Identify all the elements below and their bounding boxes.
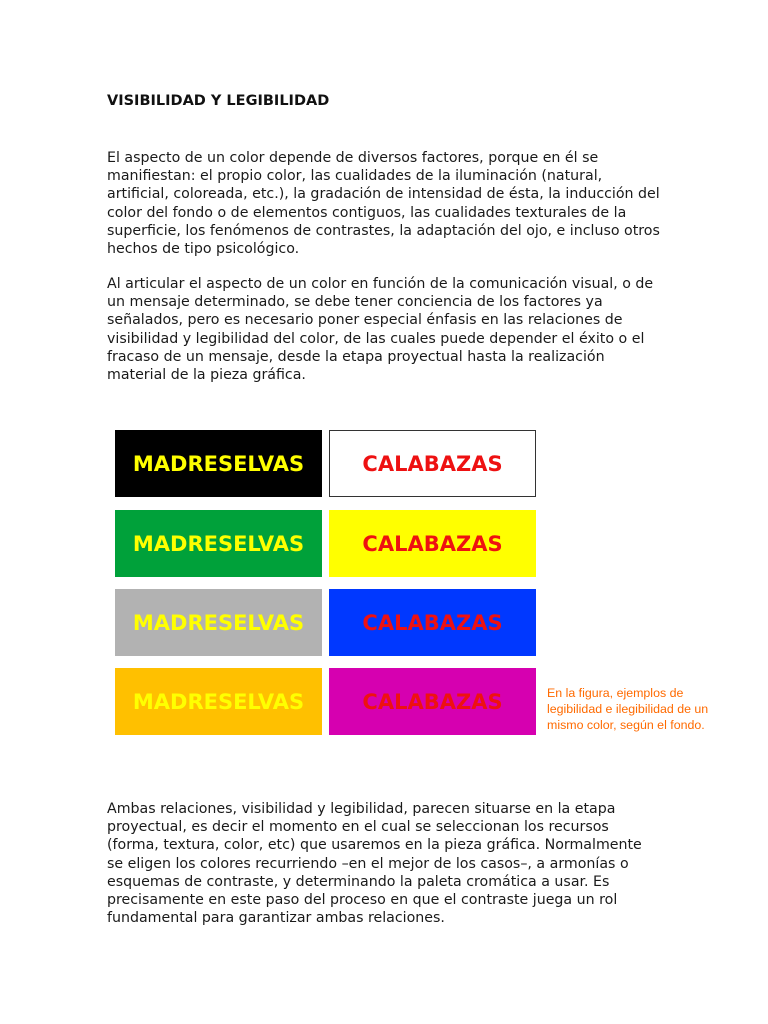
paragraph-3: Ambas relaciones, visibilidad y legibilidad, parecen situarse en la etapa proyectual, es decir el momento en el cual se seleccionan los recursos (forma, textura, color, etc) que usaremos en la pieza gráfica. Normalmente se eligen los colores recurriendo –en el mejor de los casos–, a armonías o esquemas de contraste, y determinando la paleta cromática a usar. Es precisamente en este paso del proceso en que el contraste juega un rol fundamental para garantizar ambas relaciones.	[107, 801, 642, 927]
swatch-calabazas-white: CALABAZAS	[329, 430, 536, 497]
swatch-madreselvas-black: MADRESELVAS	[115, 430, 322, 497]
page-title: VISIBILIDAD Y LEGIBILIDAD	[107, 93, 330, 109]
swatch-calabazas-yellow: CALABAZAS	[329, 510, 536, 577]
swatch-madreselvas-gray: MADRESELVAS	[115, 589, 322, 656]
swatch-madreselvas-green: MADRESELVAS	[115, 510, 322, 577]
swatch-calabazas-magenta: CALABAZAS	[329, 668, 536, 735]
swatch-calabazas-blue: CALABAZAS	[329, 589, 536, 656]
figure-caption: En la figura, ejemplos de legibilidad e ilegibilidad de un mismo color, según el fondo.	[547, 686, 709, 732]
paragraph-2: Al articular el aspecto de un color en función de la comunicación visual, o de un mensaje determinado, se debe tener conciencia de los factores ya señalados, pero es necesario poner especial énfasis en las relaciones de visibilidad y legibilidad del color, de las cuales puede depender el éxito o el fracaso de un mensaje, desde la etapa proyectual hasta la realización material de la pieza gráfica.	[107, 276, 654, 384]
paragraph-1: El aspecto de un color depende de diversos factores, porque en él se manifiestan: el propio color, las cualidades de la iluminación (natural, artificial, coloreada, etc.), la gradación de intensidad de ésta, la inducción del color del fondo o de elementos contiguos, las cualidades texturales de la superficie, los fenómenos de contrastes, la adaptación del ojo, e incluso otros hechos de tipo psicológico.	[107, 150, 660, 258]
swatch-madreselvas-orange: MADRESELVAS	[115, 668, 322, 735]
